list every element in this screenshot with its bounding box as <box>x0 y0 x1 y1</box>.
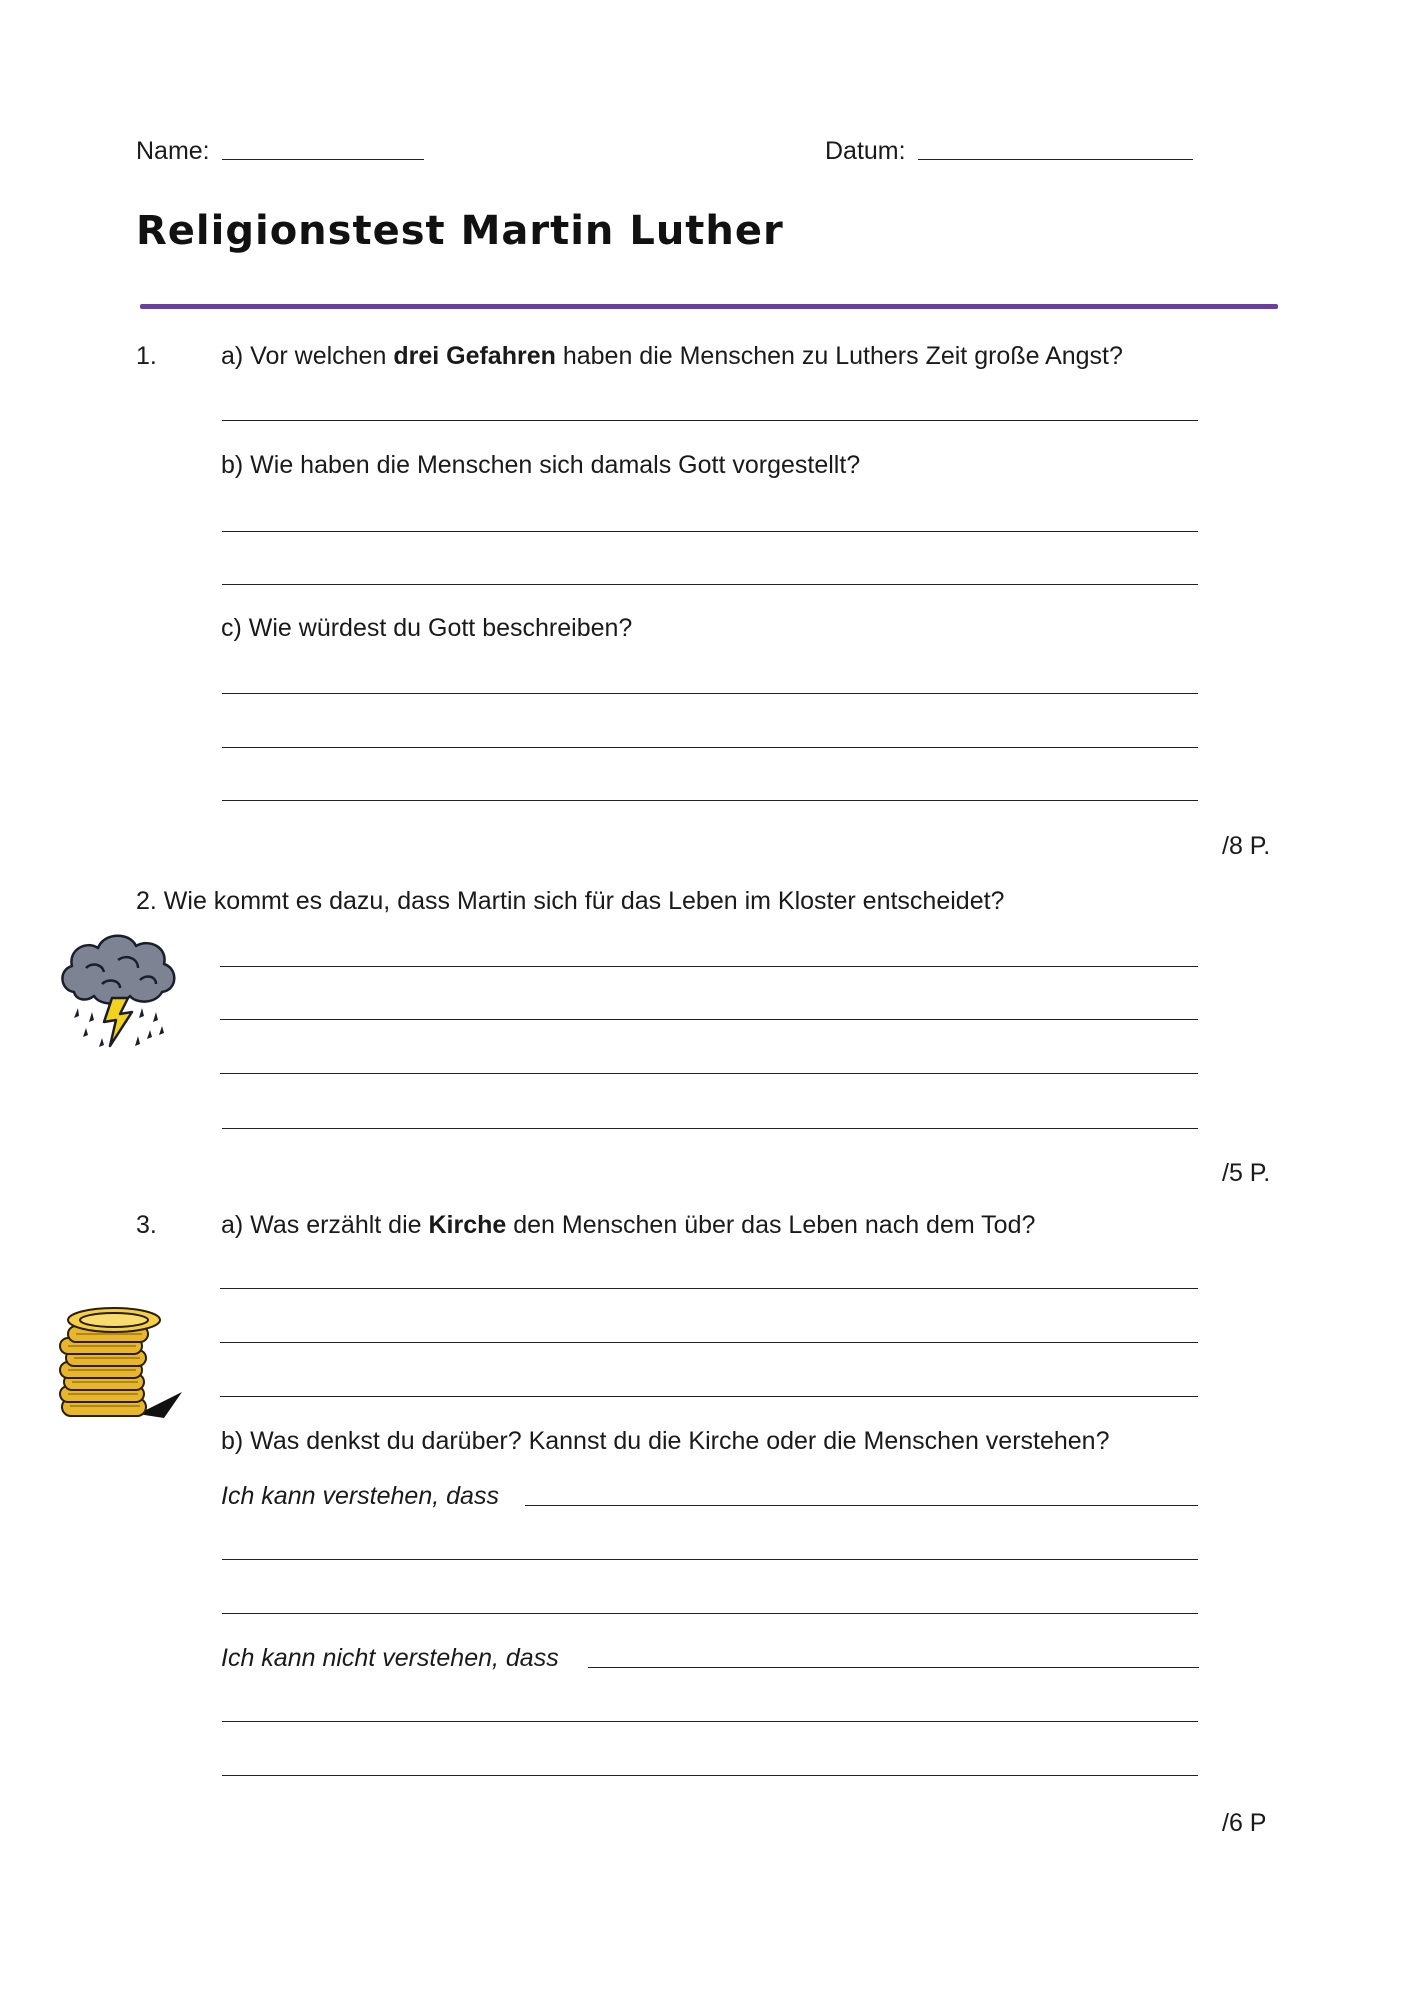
answer-line[interactable] <box>222 1613 1198 1614</box>
prompt-not-understand: Ich kann nicht verstehen, dass <box>221 1644 559 1672</box>
q2-score: /5 P. <box>1222 1159 1271 1187</box>
answer-line[interactable] <box>220 1019 1198 1020</box>
q3-score: /6 P <box>1222 1809 1267 1837</box>
answer-line[interactable] <box>222 531 1198 532</box>
q1b-text: b) Wie haben die Menschen sich damals Gott vorgestellt? <box>221 451 861 479</box>
title-divider <box>140 304 1278 309</box>
answer-line[interactable] <box>525 1505 1198 1506</box>
answer-line[interactable] <box>220 1073 1198 1074</box>
name-field[interactable] <box>222 159 424 160</box>
answer-line[interactable] <box>220 1342 1198 1343</box>
storm-cloud-icon <box>56 928 182 1060</box>
answer-line[interactable] <box>220 966 1198 967</box>
prompt-understand: Ich kann verstehen, dass <box>221 1482 499 1510</box>
answer-line[interactable] <box>222 1128 1198 1129</box>
q2-text: 2. Wie kommt es dazu, dass Martin sich für das Leben im Kloster entscheidet? <box>136 887 1005 915</box>
page-title: Religionstest Martin Luther <box>136 208 784 254</box>
q1a-text: a) Vor welchen drei Gefahren haben die Menschen zu Luthers Zeit große Angst? <box>221 342 1123 370</box>
q3a-text: a) Was erzählt die Kirche den Menschen über das Leben nach dem Tod? <box>221 1211 1036 1239</box>
date-field[interactable] <box>918 159 1193 160</box>
answer-line[interactable] <box>222 1775 1198 1776</box>
answer-line[interactable] <box>222 420 1198 421</box>
answer-line[interactable] <box>222 693 1198 694</box>
name-label: Name: <box>136 137 210 165</box>
answer-line[interactable] <box>220 1396 1198 1397</box>
answer-line[interactable] <box>222 800 1198 801</box>
q1c-text: c) Wie würdest du Gott beschreiben? <box>221 614 633 642</box>
answer-line[interactable] <box>222 1559 1198 1560</box>
answer-line[interactable] <box>222 747 1198 748</box>
q3-number: 3. <box>136 1211 157 1239</box>
q1-number: 1. <box>136 342 157 370</box>
answer-line[interactable] <box>220 1288 1198 1289</box>
date-label: Datum: <box>825 137 906 165</box>
q1-score: /8 P. <box>1222 832 1271 860</box>
q3b-text: b) Was denkst du darüber? Kannst du die Kirche oder die Menschen verstehen? <box>221 1427 1110 1455</box>
answer-line[interactable] <box>222 584 1198 585</box>
answer-line[interactable] <box>222 1721 1198 1722</box>
coin-stack-icon <box>56 1302 184 1430</box>
answer-line[interactable] <box>588 1667 1199 1668</box>
